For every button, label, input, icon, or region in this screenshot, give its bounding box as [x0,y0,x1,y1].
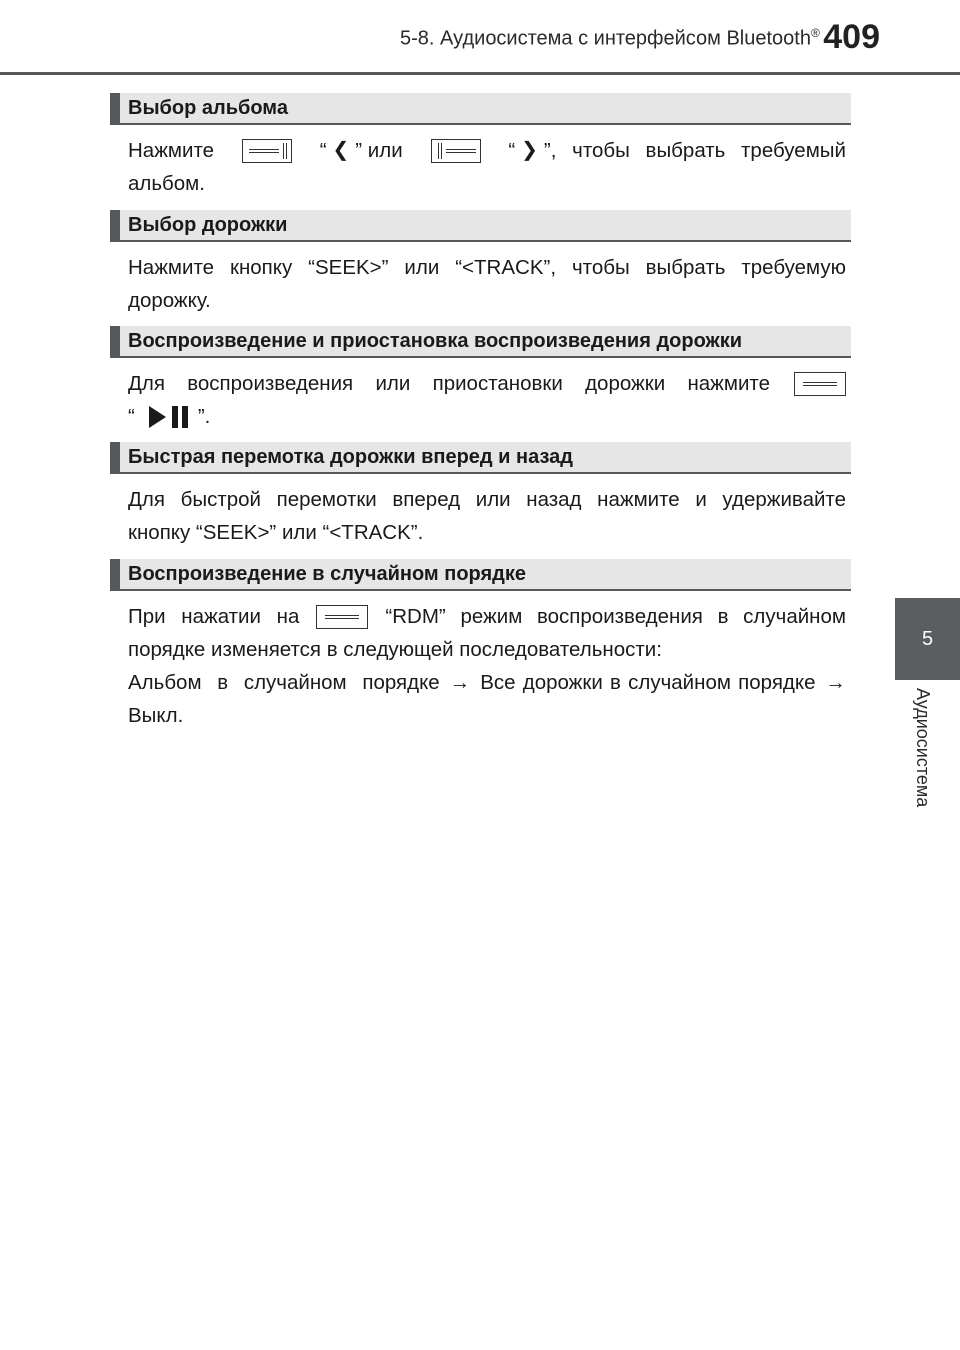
quote-open: “ [128,405,135,428]
play-pause-paragraph [128,367,846,433]
section-title-fast-seek: Быстрая перемотка дорожки вперед и назад [110,442,851,474]
button-icon [431,139,481,163]
button-icon [316,605,368,629]
quote-open: “ [319,139,327,162]
text-album-random: Альбом в случайном порядке [128,671,440,694]
chevron-right-icon: ❯ [521,139,538,161]
chevron-left-icon: ❮ [332,139,350,161]
quote-open: “ [508,139,516,162]
random-line-2: порядке изменяется в следующей последовательности: [128,638,662,661]
album-paragraph [128,134,846,200]
text-rdm-mode: “RDM” режим воспроизведения в случайном [385,605,846,628]
text-on-press: При нажатии на [128,605,300,628]
header-title-text: 5-8. Аудиосистема с интерфейсом Bluetooth [400,27,811,50]
text-all-tracks-random: Все дорожки в случайном порядке [480,671,816,694]
page-number: 409 [823,18,880,56]
header-rule [0,72,960,75]
track-paragraph [128,251,846,317]
track-line-2: дорожку. [128,289,211,312]
play-pause-text: Для воспроизведения или приостановки дорожки нажмите [128,372,770,395]
chapter-label: Аудиосистема [913,688,933,808]
chapter-tab: 5 [895,598,960,680]
album-line-2: альбом. [128,172,205,195]
fast-seek-line-1: Для быстрой перемотки вперед или назад нажмите и удерживайте [128,488,846,511]
section-header-title [400,26,820,51]
quote-close: ”. [197,405,211,428]
album-line-1 [128,134,846,167]
play-pause-icon [149,406,188,428]
play-pause-line-1 [128,367,846,400]
fast-seek-paragraph [128,483,846,549]
section-title-random: Воспроизведение в случайном порядке [110,559,851,591]
section-title-track: Выбор дорожки [110,210,851,242]
fast-seek-line-2: кнопку “SEEK>” или “<TRACK”. [128,521,424,544]
section-title-album: Выбор альбома [110,93,851,125]
arrow-right-icon: → [825,671,846,694]
text-or: ” или [355,139,403,162]
random-paragraph [128,600,846,732]
button-icon [242,139,292,163]
text-select-album: ”, чтобы выбрать требуемый [543,139,846,162]
arrow-right-icon: → [449,671,471,694]
track-line-1: Нажмите кнопку “SEEK>” или “<TRACK”, чтобы выбрать требуемую [128,256,846,279]
random-line-3 [128,666,846,699]
random-line-4: Выкл. [128,704,184,727]
play-pause-line-2 [128,400,846,433]
section-title-play-pause: Воспроизведение и приостановка воспроизведения дорожки [110,326,851,358]
registered-mark: ® [810,26,820,40]
random-line-1 [128,600,846,633]
button-icon [794,372,846,396]
text-press: Нажмите [128,139,215,162]
